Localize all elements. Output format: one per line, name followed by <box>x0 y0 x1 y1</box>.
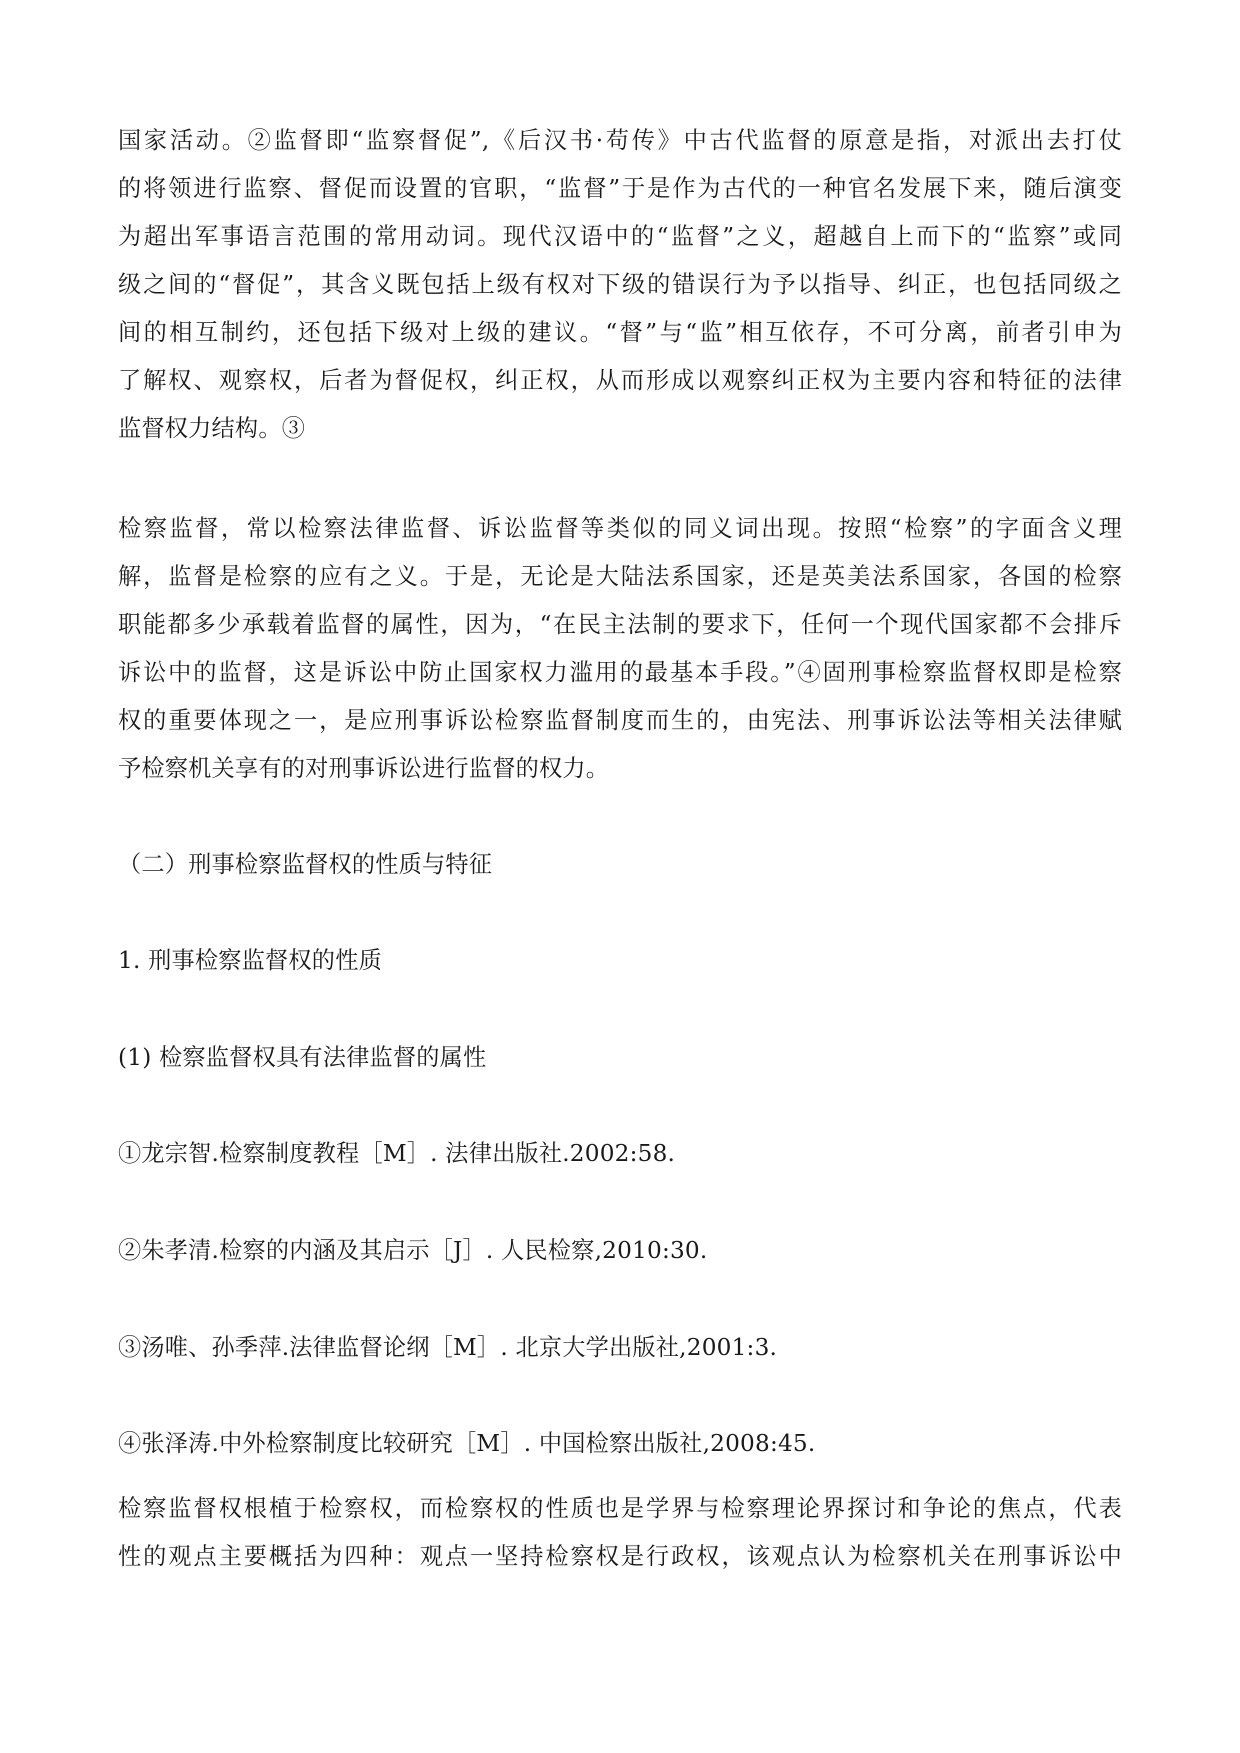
footnote: ④张泽涛.中外检察制度比较研究［M］. 中国检察出版社,2008:45. <box>118 1430 816 1457</box>
text-line: 监督权力结构。③ <box>118 415 306 442</box>
text-line: 国家活动。②监督即“监察督促”,《后汉书·苟传》中古代监督的原意是指，对派出去打仗 <box>118 127 1122 154</box>
text-line: 职能都多少承载着监督的属性，因为，“在民主法制的要求下，任何一个现代国家都不会排斥 <box>118 611 1122 638</box>
text-line: 诉讼中的监督，这是诉讼中防止国家权力滥用的最基本手段。”④固刑事检察监督权即是检察 <box>118 659 1122 686</box>
text-line: 检察监督，常以检察法律监督、诉讼监督等类似的同义词出现。按照“检察”的字面含义理 <box>118 515 1122 542</box>
text-line: 为超出军事语言范围的常用动词。现代汉语中的“监督”之义，超越自上而下的“监察”或同 <box>118 223 1122 250</box>
section-heading: （二）刑事检察监督权的性质与特征 <box>118 851 493 878</box>
text-line: 权的重要体现之一，是应刑事诉讼检察监督制度而生的，由宪法、刑事诉讼法等相关法律赋 <box>118 707 1122 734</box>
text-line: 予检察机关享有的对刑事诉讼进行监督的权力。 <box>118 755 610 782</box>
footnote: ③汤唯、孙季萍.法律监督论纲［M］. 北京大学出版社,2001:3. <box>118 1334 778 1361</box>
text-line: 性的观点主要概括为四种：观点一坚持检察权是行政权，该观点认为检察机关在刑事诉讼中 <box>118 1543 1122 1570</box>
text-line: 解，监督是检察的应有之义。于是，无论是大陆法系国家，还是英美法系国家，各国的检察 <box>118 563 1122 590</box>
point-heading: (1) 检察监督权具有法律监督的属性 <box>118 1044 487 1071</box>
body-paragraph <box>118 117 1122 453</box>
text-line: 间的相互制约，还包括下级对上级的建议。“督”与“监”相互依存，不可分离，前者引申为 <box>118 319 1122 346</box>
text-line: 检察监督权根植于检察权，而检察权的性质也是学界与检察理论界探讨和争论的焦点，代表 <box>118 1495 1122 1522</box>
footnote: ②朱孝清.检察的内涵及其启示［J］. 人民检察,2010:30. <box>118 1237 708 1264</box>
body-paragraph <box>118 1485 1122 1581</box>
text-line: 的将领进行监察、督促而设置的官职，“监督”于是作为古代的一种官名发展下来，随后演变 <box>118 175 1122 202</box>
text-line: 了解权、观察权，后者为督促权，纠正权，从而形成以观察纠正权为主要内容和特征的法律 <box>118 367 1122 394</box>
body-paragraph <box>118 505 1122 793</box>
footnote: ①龙宗智.检察制度教程［M］. 法律出版社.2002:58. <box>118 1140 676 1167</box>
text-line: 级之间的“督促”，其含义既包括上级有权对下级的错误行为予以指导、纠正，也包括同级之 <box>118 271 1122 298</box>
subsection-heading: 1. 刑事检察监督权的性质 <box>118 947 382 974</box>
